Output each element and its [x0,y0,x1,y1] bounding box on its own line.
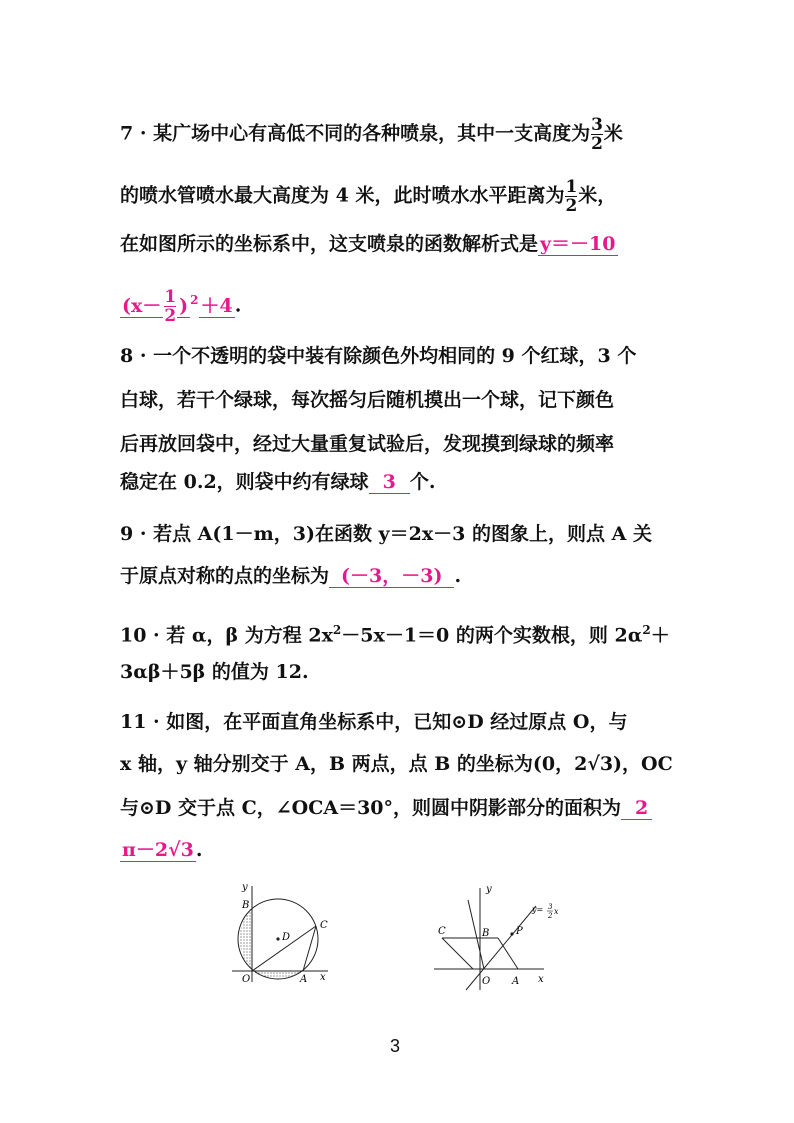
figure-lines [428,882,578,994]
fig2-label-p: P [516,926,523,937]
fig1-label-o: O [242,974,251,985]
fig1-label-b: B [242,900,250,911]
fig2-label-b: B [482,928,490,939]
fraction-1-2: $\frac{1}{2}$ [565,177,578,216]
svg-text:2: 2 [548,912,553,920]
fig1-label-y: y [242,882,248,893]
fig2-line-label: y= [532,905,544,914]
svg-text:x: x [554,907,559,916]
fig2-label-y: y [486,884,492,895]
fig1-label-a: A [300,974,308,985]
figure-circle [228,882,340,990]
fig2-label-o: O [482,976,491,987]
fig1-label-d: D [282,932,291,943]
fraction-3-2: $\frac{3}{2}$ [591,115,603,154]
fig1-label-c: C [320,920,328,931]
answer-11a: 2 [621,797,652,820]
fig1-label-x: x [320,972,326,983]
answer-8: 3 [369,471,410,494]
answer-9: (－3，－3) [329,565,454,588]
fig2-label-a: A [512,976,520,987]
answer-7b: (x－ $\frac{1}{2}$ ) $^2$ ＋4 . [122,287,242,326]
answer-7a: y＝－10 [540,233,616,255]
fig2-label-c: C [438,926,446,937]
svg-text:3: 3 [548,903,553,911]
page-number: 3 [390,1036,401,1056]
fig2-label-x: x [538,974,544,985]
answer-11b: π－2√3 [122,839,194,861]
